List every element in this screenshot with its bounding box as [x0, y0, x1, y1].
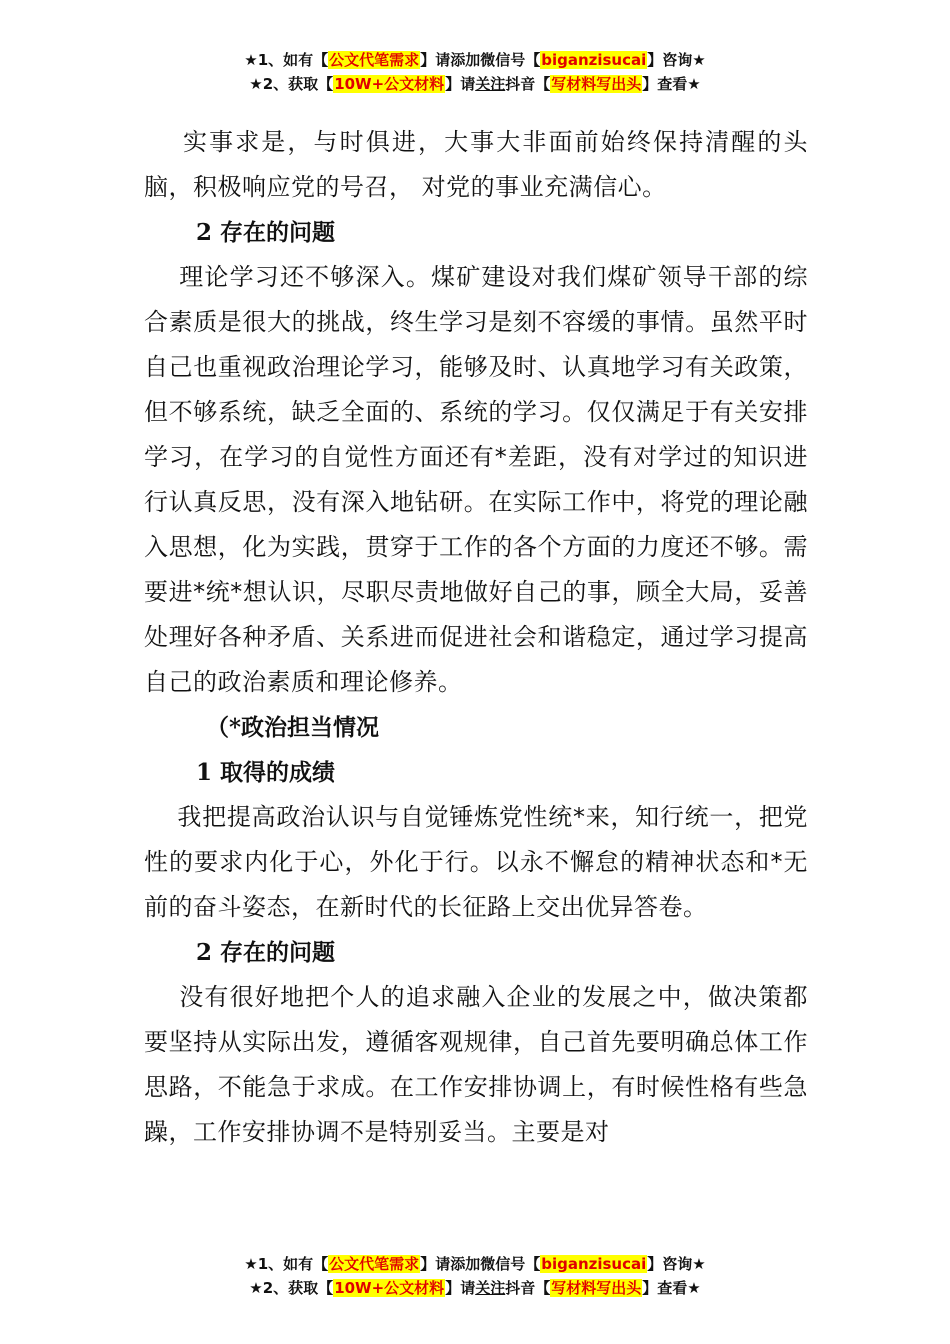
header-banner	[0, 48, 950, 96]
banner-line-1	[0, 1252, 950, 1276]
paragraph: 没有很好地把个人的追求融入企业的发展之中，做决策都要坚持从实际出发，遵循客观规律，自己首先要明确总体工作思路，不能急于求成。在工作安排协调上，有时候性格有些急躁，工作安排协调不是特别妥当。主要是对	[144, 983, 809, 1146]
banner-underline: 关注	[475, 1279, 506, 1297]
banner-text: 】查看★	[642, 1279, 701, 1297]
document-body	[144, 120, 808, 1155]
banner-text: 】咨询★	[647, 51, 706, 69]
banner-highlight: 公文代笔需求	[329, 51, 420, 69]
banner-text: 】查看★	[642, 75, 701, 93]
banner-line-2	[0, 72, 950, 96]
banner-underline: 关注	[475, 75, 506, 93]
section-heading: 2 存在的问题	[196, 219, 336, 246]
banner-text: ★1、如有【	[244, 51, 329, 69]
banner-highlight: biganzisucai	[541, 1255, 647, 1273]
banner-text: ★2、获取【	[249, 75, 334, 93]
banner-line-2	[0, 1276, 950, 1300]
footer-banner	[0, 1252, 950, 1300]
banner-highlight: 10W+公文材料	[334, 75, 445, 93]
section-heading: （*政治担当情况	[206, 714, 380, 741]
banner-highlight: biganzisucai	[541, 51, 647, 69]
banner-text: 抖音【	[505, 75, 551, 93]
banner-text: 抖音【	[505, 1279, 551, 1297]
paragraph: 我把提高政治认识与自觉锤炼党性统*来，知行统一，把党性的要求内化于心，外化于行。以永不懈怠的精神状态和*无前的奋斗姿态，在新时代的长征路上交出优异答卷。	[144, 803, 809, 921]
banner-text: ★1、如有【	[244, 1255, 329, 1273]
banner-text: 】请添加微信号【	[420, 51, 541, 69]
banner-line-1	[0, 48, 950, 72]
paragraph: 理论学习还不够深入。煤矿建设对我们煤矿领导干部的综合素质是很大的挑战，终生学习是刻不容缓的事情。虽然平时自己也重视政治理论学习，能够及时、认真地学习有关政策，但不够系统，缺乏全面的、系统的学习。仅仅满足于有关安排学习，在学习的自觉性方面还有*差距，没有对学过的知识进行认真反思，没有深入地钻研。在实际工作中，将党的理论融入思想，化为实践，贯穿于工作的各个方面的力度还不够。需要进*统*想认识，尽职尽责地做好自己的事，顾全大局，妥善处理好各种矛盾、关系进而促进社会和谐稳定，通过学习提高自己的政治素质和理论修养。	[144, 263, 809, 696]
banner-text: 】请	[445, 75, 476, 93]
section-heading: 1 取得的成绩	[196, 759, 336, 786]
banner-text: 】请	[445, 1279, 476, 1297]
paragraph: 实事求是，与时俱进，大事大非面前始终保持清醒的头脑，积极响应党的号召， 对党的事业充满信心。	[144, 128, 809, 201]
banner-highlight: 写材料写出头	[551, 75, 642, 93]
banner-text: ★2、获取【	[249, 1279, 334, 1297]
banner-highlight: 公文代笔需求	[329, 1255, 420, 1273]
section-heading: 2 存在的问题	[196, 939, 336, 966]
banner-highlight: 写材料写出头	[551, 1279, 642, 1297]
banner-text: 】请添加微信号【	[420, 1255, 541, 1273]
banner-text: 】咨询★	[647, 1255, 706, 1273]
banner-highlight: 10W+公文材料	[334, 1279, 445, 1297]
